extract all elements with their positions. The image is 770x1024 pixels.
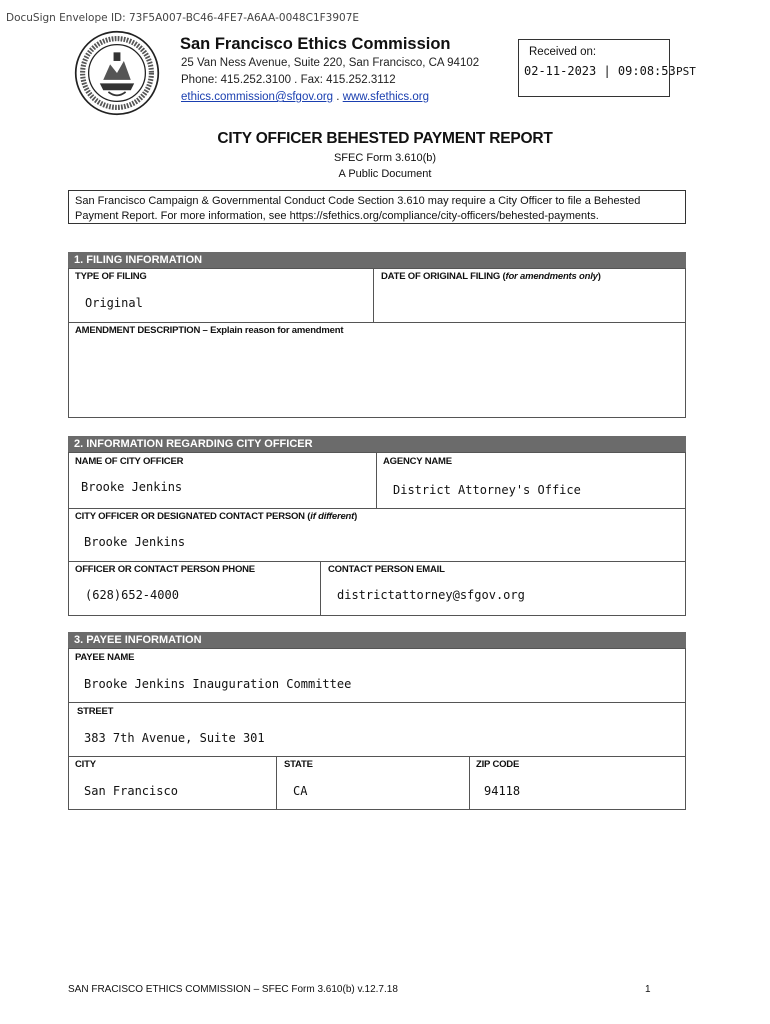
contact-person-value: Brooke Jenkins xyxy=(84,535,186,549)
received-timezone: PST xyxy=(676,65,696,78)
agency-name-field[interactable] xyxy=(376,452,686,509)
public-document-label: A Public Document xyxy=(338,168,432,180)
officer-name-field[interactable] xyxy=(68,452,377,509)
payee-name-value: Brooke Jenkins Inauguration Committee xyxy=(84,677,352,691)
amendment-description-label: AMENDMENT DESCRIPTION – Explain reason for amendment xyxy=(75,325,344,336)
code-notice: San Francisco Campaign & Governmental Conduct Code Section 3.610 may require a City Officer to file a Behested Payment Report. For more information, see https://sfethics.org/compliance/city-officers/behested-payments. xyxy=(68,190,686,224)
state-label: STATE xyxy=(284,759,313,770)
type-of-filing-label: TYPE OF FILING xyxy=(75,271,147,282)
contact-phone-field[interactable] xyxy=(68,561,321,616)
city-value: San Francisco xyxy=(84,784,178,798)
street-field[interactable] xyxy=(68,702,686,757)
officer-name-label: NAME OF CITY OFFICER xyxy=(75,456,184,467)
section-1-heading: 1. FILING INFORMATION xyxy=(68,252,686,268)
state-field[interactable] xyxy=(276,756,470,810)
street-label: STREET xyxy=(77,706,114,717)
agency-name-value: District Attorney's Office xyxy=(393,483,581,497)
org-address: 25 Van Ness Avenue, Suite 220, San Francisco, CA 94102 xyxy=(181,57,480,69)
website-link[interactable]: www.sfethics.org xyxy=(342,91,429,103)
type-of-filing-field[interactable] xyxy=(68,268,374,323)
form-number: SFEC Form 3.610(b) xyxy=(333,152,437,164)
date-original-filing-field[interactable] xyxy=(373,268,686,323)
payee-name-label: PAYEE NAME xyxy=(75,652,135,663)
received-value: 02-11-2023 | 09:08:53 xyxy=(524,64,676,78)
docusign-envelope-id: DocuSign Envelope ID: 73F5A007-BC46-4FE7-A6AA-0048C1F3907E xyxy=(6,12,360,24)
section-2-heading: 2. INFORMATION REGARDING CITY OFFICER xyxy=(68,436,686,452)
footer-text: SAN FRACISCO ETHICS COMMISSION – SFEC Form 3.610(b) v.12.7.18 xyxy=(68,984,398,995)
street-value: 383 7th Avenue, Suite 301 xyxy=(84,731,265,745)
page-number: 1 xyxy=(645,984,651,995)
contact-email-label: CONTACT PERSON EMAIL xyxy=(328,564,445,575)
payee-name-field[interactable] xyxy=(68,648,686,703)
city-label: CITY xyxy=(75,759,96,770)
zip-code-label: ZIP CODE xyxy=(476,759,520,770)
received-label: Received on: xyxy=(529,46,597,58)
city-field[interactable] xyxy=(68,756,277,810)
officer-name-value: Brooke Jenkins xyxy=(81,480,183,494)
contact-phone-label: OFFICER OR CONTACT PERSON PHONE xyxy=(75,564,255,575)
zip-code-field[interactable] xyxy=(469,756,686,810)
agency-name-label: AGENCY NAME xyxy=(383,456,452,467)
section-3-heading: 3. PAYEE INFORMATION xyxy=(68,632,686,648)
contact-phone-value: (628)652-4000 xyxy=(85,588,179,602)
zip-code-value: 94118 xyxy=(484,784,521,798)
contact-email-value: districtattorney@sfgov.org xyxy=(337,588,525,602)
contact-person-field[interactable] xyxy=(68,508,686,562)
date-original-filing-label: DATE OF ORIGINAL FILING (for amendments only) xyxy=(381,271,601,282)
contact-person-label: CITY OFFICER OR DESIGNATED CONTACT PERSON (if different) xyxy=(75,511,358,522)
type-of-filing-value: Original xyxy=(85,296,143,310)
amendment-description-field[interactable] xyxy=(68,322,686,418)
org-phone-fax: Phone: 415.252.3100 . Fax: 415.252.3112 xyxy=(181,74,396,86)
report-title: CITY OFFICER BEHESTED PAYMENT REPORT xyxy=(217,130,553,147)
link-separator: . xyxy=(336,91,340,103)
email-link[interactable]: ethics.commission@sfgov.org xyxy=(181,91,334,103)
city-seal-icon xyxy=(74,30,160,116)
org-contact-links xyxy=(181,91,429,103)
org-name: San Francisco Ethics Commission xyxy=(180,35,451,53)
contact-email-field[interactable] xyxy=(320,561,686,616)
state-value: CA xyxy=(293,784,308,798)
received-stamp xyxy=(518,39,676,97)
